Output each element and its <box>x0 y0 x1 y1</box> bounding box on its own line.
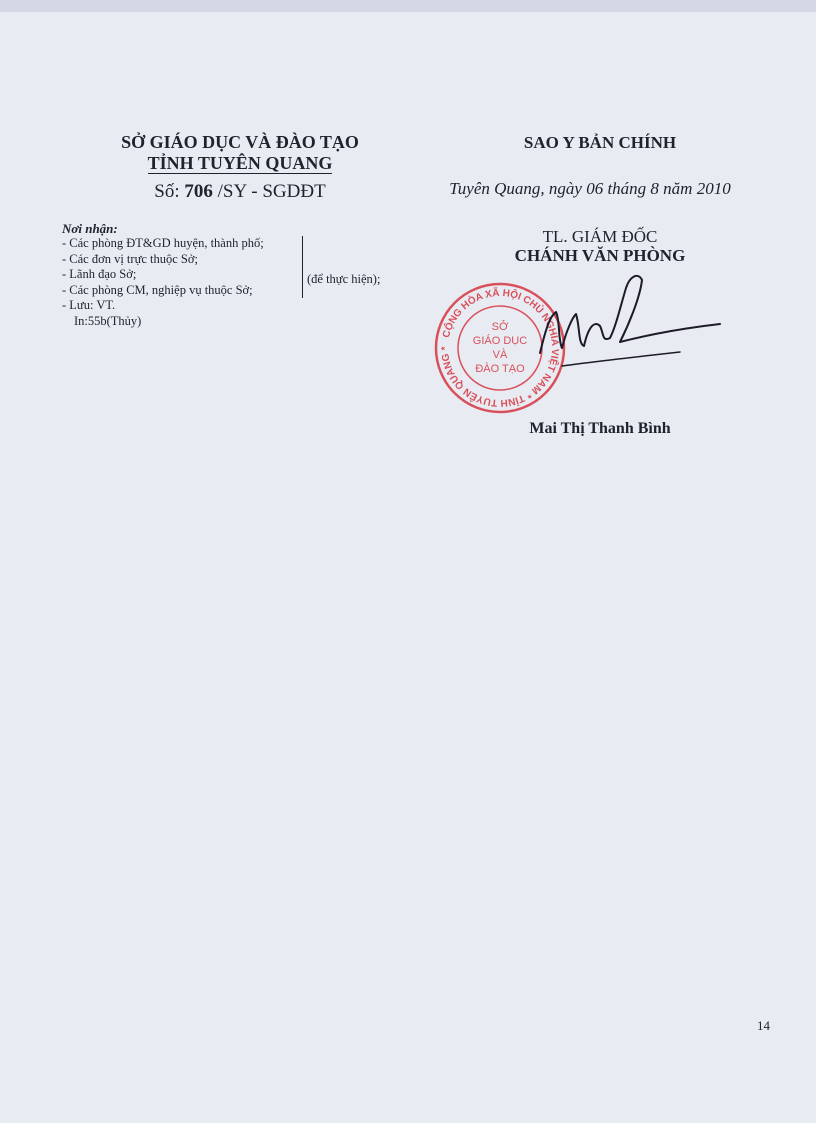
signer-name: Mai Thị Thanh Bình <box>529 420 671 437</box>
signer-title: CHÁNH VĂN PHÒNG <box>514 246 686 265</box>
recipient-item: - Các phòng CM, nghiệp vụ thuộc Sở; <box>62 282 253 297</box>
seal-center-line2: GIÁO DỤC <box>472 335 528 347</box>
scan-top-band <box>0 0 816 12</box>
copy-title: SAO Y BẢN CHÍNH <box>523 133 677 152</box>
recipient-item: - Lãnh đạo Sở; <box>62 267 137 281</box>
recipients-bracket <box>302 236 303 298</box>
handwritten-signature-icon <box>530 268 730 388</box>
recipient-item: In:55b(Thủy) <box>74 313 142 328</box>
recipients-purpose: (để thực hiện); <box>307 272 381 286</box>
org-name-line1: SỞ GIÁO DỤC VÀ ĐÀO TẠO <box>121 132 359 152</box>
date-line: Tuyên Quang, ngày 06 tháng 8 năm 2010 <box>449 179 731 198</box>
recipient-item: - Các phòng ĐT&GD huyện, thành phố; <box>62 236 264 250</box>
recipient-item: - Các đơn vị trực thuộc Sở; <box>62 251 198 266</box>
doc-number-value: 706 <box>184 181 213 202</box>
recipients-title: Nơi nhận: <box>62 221 118 236</box>
doc-number-suffix: /SY - SGDĐT <box>212 181 326 202</box>
seal-ring-text: CỘNG HÒA XÃ HỘI CHỦ NGHĨA VIỆT NAM * TỈNH TUYÊN QUANG * <box>439 287 561 409</box>
document-number <box>90 181 390 203</box>
page-number: 14 <box>757 1018 770 1033</box>
seal-center-line3: VÀ <box>492 349 508 361</box>
seal-center-line4: ĐÀO TẠO <box>475 363 525 375</box>
seal-center-line1: SỞ <box>491 321 509 333</box>
issuing-organization <box>90 132 390 174</box>
org-name-line2: TỈNH TUYÊN QUANG <box>147 153 333 173</box>
recipient-item: - Lưu: VT. <box>62 298 116 312</box>
doc-number-prefix: Số: <box>154 181 185 202</box>
recipients-list <box>62 236 264 329</box>
signer-role: TL. GIÁM ĐỐC <box>542 227 658 246</box>
